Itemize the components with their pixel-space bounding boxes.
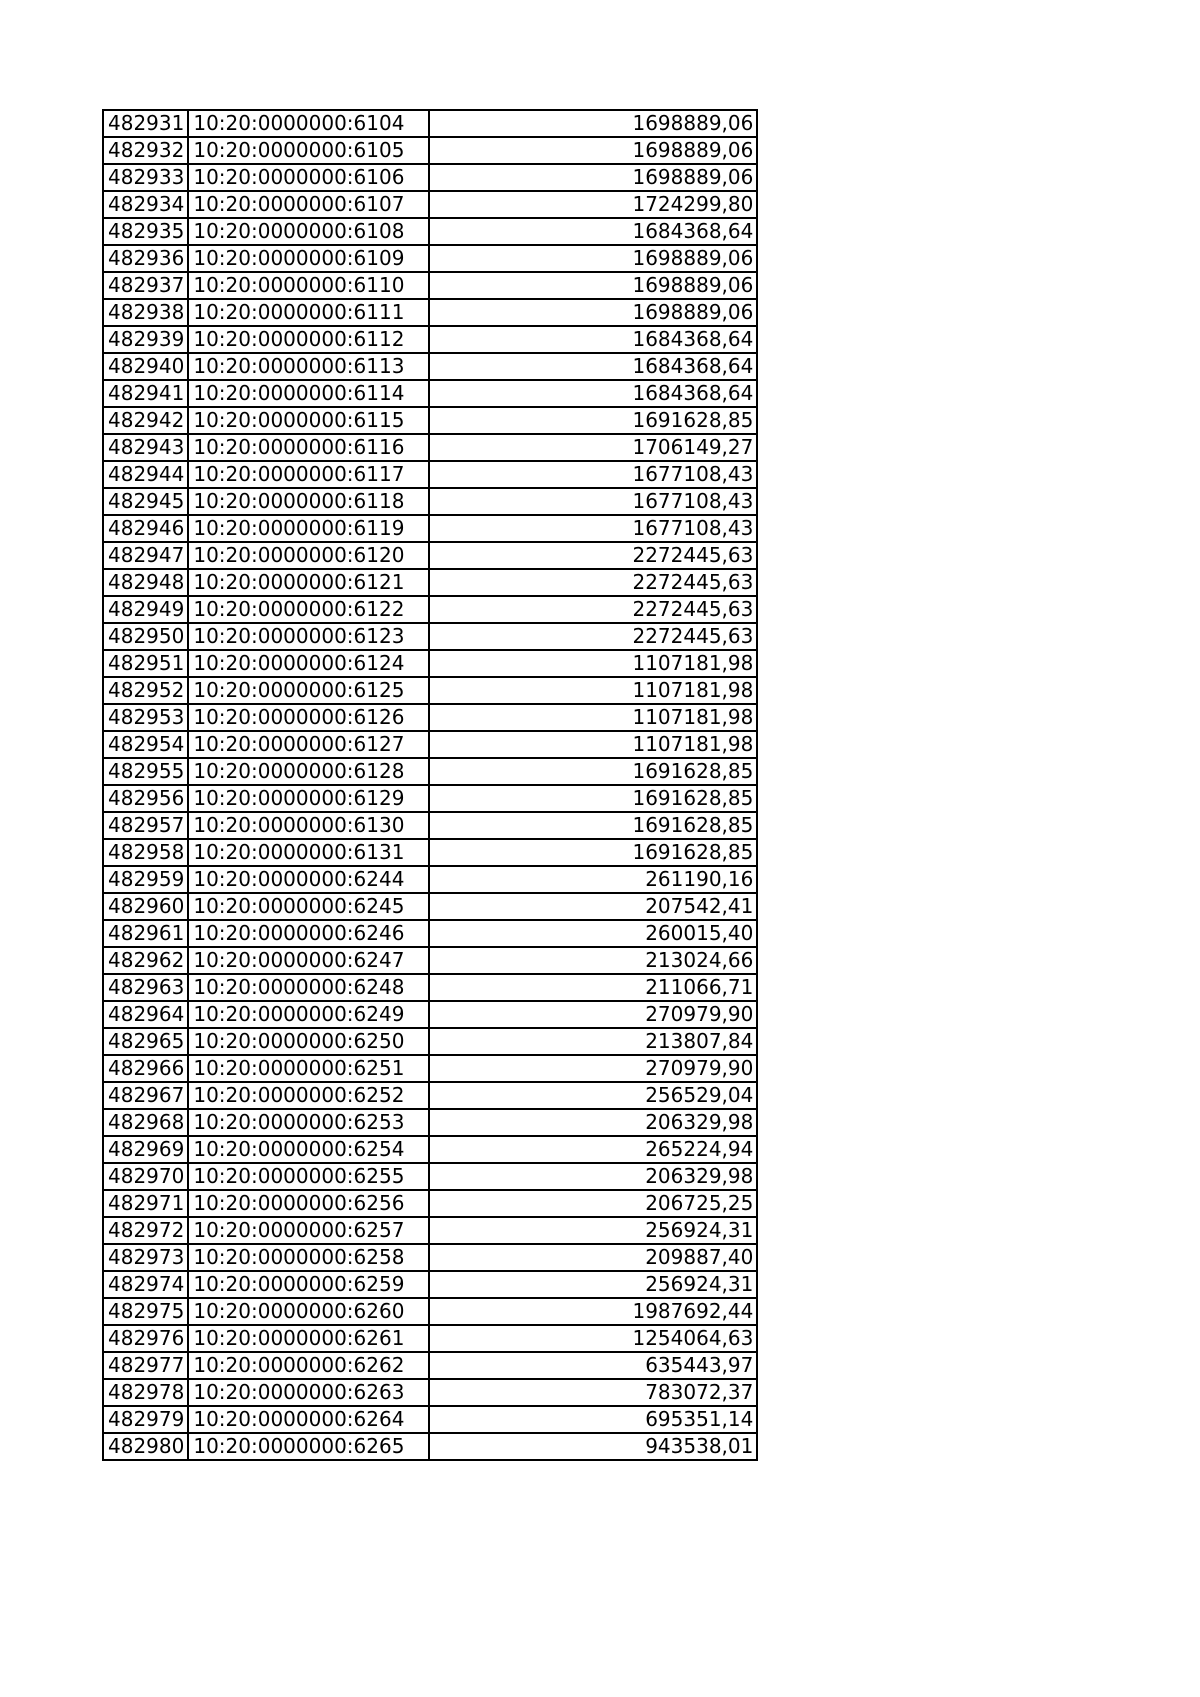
row-number-cell: 482938 [103, 299, 188, 326]
cadastral-number-cell: 10:20:0000000:6118 [188, 488, 429, 515]
cadastral-number-cell: 10:20:0000000:6257 [188, 1217, 429, 1244]
value-cell: 211066,71 [429, 974, 757, 1001]
row-number-cell: 482950 [103, 623, 188, 650]
cadastral-number-cell: 10:20:0000000:6265 [188, 1433, 429, 1460]
row-number-cell: 482951 [103, 650, 188, 677]
value-cell: 1691628,85 [429, 785, 757, 812]
row-number-cell: 482975 [103, 1298, 188, 1325]
table-row [103, 1028, 757, 1055]
table-body [103, 110, 757, 1460]
row-number-cell: 482932 [103, 137, 188, 164]
cadastral-number-cell: 10:20:0000000:6248 [188, 974, 429, 1001]
table-row [103, 515, 757, 542]
value-cell: 206725,25 [429, 1190, 757, 1217]
table-row [103, 299, 757, 326]
value-cell: 1698889,06 [429, 164, 757, 191]
row-number-cell: 482972 [103, 1217, 188, 1244]
value-cell: 1691628,85 [429, 812, 757, 839]
value-cell: 635443,97 [429, 1352, 757, 1379]
table-row [103, 353, 757, 380]
value-cell: 1698889,06 [429, 299, 757, 326]
row-number-cell: 482943 [103, 434, 188, 461]
value-cell: 260015,40 [429, 920, 757, 947]
row-number-cell: 482961 [103, 920, 188, 947]
value-cell: 209887,40 [429, 1244, 757, 1271]
cadastral-number-cell: 10:20:0000000:6246 [188, 920, 429, 947]
table-row [103, 1271, 757, 1298]
value-cell: 1677108,43 [429, 461, 757, 488]
data-table [102, 109, 758, 1461]
table-row [103, 488, 757, 515]
value-cell: 1107181,98 [429, 650, 757, 677]
table-row [103, 1325, 757, 1352]
row-number-cell: 482979 [103, 1406, 188, 1433]
cadastral-number-cell: 10:20:0000000:6124 [188, 650, 429, 677]
value-cell: 1107181,98 [429, 731, 757, 758]
table-row [103, 758, 757, 785]
table-row [103, 1406, 757, 1433]
row-number-cell: 482964 [103, 1001, 188, 1028]
row-number-cell: 482948 [103, 569, 188, 596]
cadastral-number-cell: 10:20:0000000:6106 [188, 164, 429, 191]
row-number-cell: 482936 [103, 245, 188, 272]
table-row [103, 1217, 757, 1244]
table-row [103, 731, 757, 758]
cadastral-number-cell: 10:20:0000000:6244 [188, 866, 429, 893]
row-number-cell: 482955 [103, 758, 188, 785]
table-row [103, 407, 757, 434]
table-row [103, 785, 757, 812]
table-row [103, 839, 757, 866]
value-cell: 213807,84 [429, 1028, 757, 1055]
row-number-cell: 482931 [103, 110, 188, 137]
table-row [103, 974, 757, 1001]
cadastral-number-cell: 10:20:0000000:6113 [188, 353, 429, 380]
value-cell: 1698889,06 [429, 245, 757, 272]
value-cell: 1684368,64 [429, 380, 757, 407]
table-row [103, 1082, 757, 1109]
value-cell: 1691628,85 [429, 839, 757, 866]
cadastral-number-cell: 10:20:0000000:6128 [188, 758, 429, 785]
table-row [103, 110, 757, 137]
value-cell: 1724299,80 [429, 191, 757, 218]
value-cell: 2272445,63 [429, 542, 757, 569]
row-number-cell: 482935 [103, 218, 188, 245]
cadastral-number-cell: 10:20:0000000:6125 [188, 677, 429, 704]
row-number-cell: 482978 [103, 1379, 188, 1406]
row-number-cell: 482933 [103, 164, 188, 191]
cadastral-number-cell: 10:20:0000000:6111 [188, 299, 429, 326]
cadastral-number-cell: 10:20:0000000:6107 [188, 191, 429, 218]
value-cell: 1698889,06 [429, 110, 757, 137]
cadastral-number-cell: 10:20:0000000:6130 [188, 812, 429, 839]
table-row [103, 1163, 757, 1190]
cadastral-number-cell: 10:20:0000000:6259 [188, 1271, 429, 1298]
value-cell: 1107181,98 [429, 704, 757, 731]
row-number-cell: 482967 [103, 1082, 188, 1109]
value-cell: 265224,94 [429, 1136, 757, 1163]
cadastral-number-cell: 10:20:0000000:6123 [188, 623, 429, 650]
value-cell: 1684368,64 [429, 218, 757, 245]
row-number-cell: 482954 [103, 731, 188, 758]
value-cell: 1691628,85 [429, 758, 757, 785]
row-number-cell: 482970 [103, 1163, 188, 1190]
row-number-cell: 482960 [103, 893, 188, 920]
row-number-cell: 482962 [103, 947, 188, 974]
value-cell: 256924,31 [429, 1271, 757, 1298]
table-row [103, 1298, 757, 1325]
value-cell: 270979,90 [429, 1055, 757, 1082]
row-number-cell: 482980 [103, 1433, 188, 1460]
table-row [103, 677, 757, 704]
row-number-cell: 482940 [103, 353, 188, 380]
cadastral-number-cell: 10:20:0000000:6249 [188, 1001, 429, 1028]
table-row [103, 596, 757, 623]
cadastral-number-cell: 10:20:0000000:6126 [188, 704, 429, 731]
row-number-cell: 482971 [103, 1190, 188, 1217]
cadastral-number-cell: 10:20:0000000:6255 [188, 1163, 429, 1190]
value-cell: 1706149,27 [429, 434, 757, 461]
cadastral-number-cell: 10:20:0000000:6245 [188, 893, 429, 920]
table-row [103, 1136, 757, 1163]
table-row [103, 866, 757, 893]
cadastral-number-cell: 10:20:0000000:6252 [188, 1082, 429, 1109]
value-cell: 1698889,06 [429, 137, 757, 164]
value-cell: 213024,66 [429, 947, 757, 974]
cadastral-number-cell: 10:20:0000000:6108 [188, 218, 429, 245]
table-row [103, 380, 757, 407]
table-row [103, 1244, 757, 1271]
row-number-cell: 482944 [103, 461, 188, 488]
table-row [103, 569, 757, 596]
row-number-cell: 482956 [103, 785, 188, 812]
table-row [103, 704, 757, 731]
row-number-cell: 482947 [103, 542, 188, 569]
table-row [103, 1001, 757, 1028]
row-number-cell: 482977 [103, 1352, 188, 1379]
cadastral-number-cell: 10:20:0000000:6116 [188, 434, 429, 461]
value-cell: 207542,41 [429, 893, 757, 920]
row-number-cell: 482969 [103, 1136, 188, 1163]
cadastral-number-cell: 10:20:0000000:6109 [188, 245, 429, 272]
value-cell: 1698889,06 [429, 272, 757, 299]
value-cell: 1987692,44 [429, 1298, 757, 1325]
table-row [103, 947, 757, 974]
table-row [103, 1055, 757, 1082]
row-number-cell: 482953 [103, 704, 188, 731]
cadastral-number-cell: 10:20:0000000:6251 [188, 1055, 429, 1082]
cadastral-number-cell: 10:20:0000000:6104 [188, 110, 429, 137]
cadastral-number-cell: 10:20:0000000:6127 [188, 731, 429, 758]
row-number-cell: 482946 [103, 515, 188, 542]
row-number-cell: 482976 [103, 1325, 188, 1352]
table-row [103, 920, 757, 947]
row-number-cell: 482966 [103, 1055, 188, 1082]
value-cell: 695351,14 [429, 1406, 757, 1433]
table-row [103, 218, 757, 245]
row-number-cell: 482958 [103, 839, 188, 866]
table-row [103, 245, 757, 272]
cadastral-number-cell: 10:20:0000000:6250 [188, 1028, 429, 1055]
value-cell: 1254064,63 [429, 1325, 757, 1352]
table-row [103, 812, 757, 839]
table-row [103, 272, 757, 299]
table-row [103, 137, 757, 164]
row-number-cell: 482959 [103, 866, 188, 893]
row-number-cell: 482952 [103, 677, 188, 704]
cadastral-number-cell: 10:20:0000000:6256 [188, 1190, 429, 1217]
row-number-cell: 482963 [103, 974, 188, 1001]
value-cell: 1677108,43 [429, 515, 757, 542]
value-cell: 2272445,63 [429, 569, 757, 596]
cadastral-number-cell: 10:20:0000000:6105 [188, 137, 429, 164]
cadastral-number-cell: 10:20:0000000:6117 [188, 461, 429, 488]
value-cell: 1684368,64 [429, 326, 757, 353]
cadastral-number-cell: 10:20:0000000:6114 [188, 380, 429, 407]
table-row [103, 461, 757, 488]
table-row [103, 893, 757, 920]
value-cell: 1684368,64 [429, 353, 757, 380]
value-cell: 2272445,63 [429, 623, 757, 650]
value-cell: 783072,37 [429, 1379, 757, 1406]
table-row [103, 542, 757, 569]
row-number-cell: 482945 [103, 488, 188, 515]
value-cell: 943538,01 [429, 1433, 757, 1460]
table-row [103, 1109, 757, 1136]
table-row [103, 1379, 757, 1406]
cadastral-number-cell: 10:20:0000000:6112 [188, 326, 429, 353]
table-row [103, 623, 757, 650]
row-number-cell: 482939 [103, 326, 188, 353]
row-number-cell: 482949 [103, 596, 188, 623]
table-row [103, 434, 757, 461]
cadastral-number-cell: 10:20:0000000:6253 [188, 1109, 429, 1136]
value-cell: 1691628,85 [429, 407, 757, 434]
row-number-cell: 482937 [103, 272, 188, 299]
row-number-cell: 482957 [103, 812, 188, 839]
cadastral-number-cell: 10:20:0000000:6115 [188, 407, 429, 434]
table-row [103, 191, 757, 218]
value-cell: 270979,90 [429, 1001, 757, 1028]
cadastral-number-cell: 10:20:0000000:6110 [188, 272, 429, 299]
cadastral-number-cell: 10:20:0000000:6121 [188, 569, 429, 596]
row-number-cell: 482973 [103, 1244, 188, 1271]
cadastral-number-cell: 10:20:0000000:6261 [188, 1325, 429, 1352]
cadastral-number-cell: 10:20:0000000:6264 [188, 1406, 429, 1433]
value-cell: 256529,04 [429, 1082, 757, 1109]
table-row [103, 1352, 757, 1379]
cadastral-number-cell: 10:20:0000000:6260 [188, 1298, 429, 1325]
value-cell: 206329,98 [429, 1109, 757, 1136]
cadastral-number-cell: 10:20:0000000:6120 [188, 542, 429, 569]
cadastral-number-cell: 10:20:0000000:6254 [188, 1136, 429, 1163]
cadastral-number-cell: 10:20:0000000:6122 [188, 596, 429, 623]
row-number-cell: 482974 [103, 1271, 188, 1298]
value-cell: 1677108,43 [429, 488, 757, 515]
value-cell: 256924,31 [429, 1217, 757, 1244]
value-cell: 206329,98 [429, 1163, 757, 1190]
cadastral-number-cell: 10:20:0000000:6262 [188, 1352, 429, 1379]
cadastral-number-cell: 10:20:0000000:6119 [188, 515, 429, 542]
table-row [103, 1190, 757, 1217]
row-number-cell: 482934 [103, 191, 188, 218]
cadastral-number-cell: 10:20:0000000:6247 [188, 947, 429, 974]
cadastral-number-cell: 10:20:0000000:6263 [188, 1379, 429, 1406]
table-row [103, 164, 757, 191]
table-row [103, 326, 757, 353]
value-cell: 1107181,98 [429, 677, 757, 704]
table-row [103, 650, 757, 677]
value-cell: 2272445,63 [429, 596, 757, 623]
row-number-cell: 482942 [103, 407, 188, 434]
table-row [103, 1433, 757, 1460]
cadastral-number-cell: 10:20:0000000:6131 [188, 839, 429, 866]
row-number-cell: 482941 [103, 380, 188, 407]
value-cell: 261190,16 [429, 866, 757, 893]
cadastral-number-cell: 10:20:0000000:6129 [188, 785, 429, 812]
row-number-cell: 482965 [103, 1028, 188, 1055]
row-number-cell: 482968 [103, 1109, 188, 1136]
cadastral-number-cell: 10:20:0000000:6258 [188, 1244, 429, 1271]
